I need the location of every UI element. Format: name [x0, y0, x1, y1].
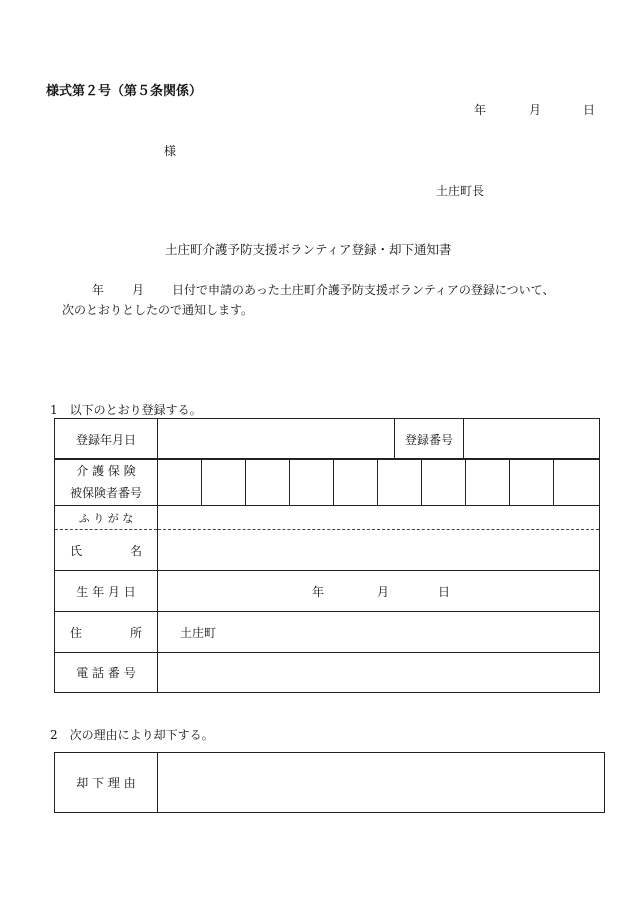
body-month-label: 月	[132, 283, 145, 297]
body-text-line2: 次のとおりとしたので通知します。	[62, 303, 254, 317]
address-label: 住 所	[69, 625, 142, 640]
registration-table	[54, 418, 600, 460]
birth-day-label: 日	[438, 585, 451, 599]
insured-digit-2[interactable]	[202, 459, 246, 506]
insured-digit-5[interactable]	[334, 459, 378, 506]
phone-value[interactable]	[158, 653, 600, 693]
birth-month-label: 月	[377, 585, 390, 599]
name-label-cell	[55, 530, 158, 571]
name-value[interactable]	[158, 530, 600, 571]
insured-digit-3[interactable]	[246, 459, 290, 506]
reg-no-value[interactable]	[464, 419, 600, 460]
name-label: 氏 名	[69, 543, 142, 558]
personal-info-table	[54, 505, 600, 693]
insured-label-line2: 被保険者番号	[69, 486, 142, 500]
rejection-table	[54, 752, 605, 813]
date-year-label: 年	[474, 103, 487, 117]
reg-date-value[interactable]	[158, 419, 395, 460]
phone-label: 電 話 番 号	[76, 666, 136, 680]
section1-heading: 1 以下のとおり登録する。	[50, 403, 202, 417]
birth-year-label: 年	[312, 585, 325, 599]
furigana-label: ふ り が な	[78, 511, 134, 525]
reg-date-label: 登録年月日	[75, 432, 136, 447]
birth-value[interactable]	[158, 571, 600, 612]
insured-digit-1[interactable]	[158, 459, 202, 506]
reg-no-label: 登録番号	[404, 432, 453, 447]
phone-label-cell	[55, 653, 158, 693]
date-month-label: 月	[529, 103, 542, 117]
reg-no-label-cell	[395, 419, 464, 460]
section2-heading: 2 次の理由により却下する。	[50, 728, 214, 742]
furigana-value[interactable]	[158, 506, 600, 530]
form-number: 様式第２号（第５条関係）	[46, 84, 203, 99]
addressee-suffix: 様	[164, 144, 177, 158]
body-year-label: 年	[92, 283, 105, 297]
birth-label-cell	[55, 571, 158, 612]
reason-value[interactable]	[158, 753, 605, 813]
insured-label-line1: 介 護 保 険	[76, 464, 136, 478]
insured-label-cell	[55, 459, 158, 506]
insured-digit-7[interactable]	[422, 459, 466, 506]
address-value[interactable]	[158, 612, 600, 653]
insured-digit-9[interactable]	[510, 459, 554, 506]
body-text-line1: 日付で申請のあった土庄町介護予防支援ボランティアの登録について、	[172, 283, 555, 297]
address-prefix: 土庄町	[180, 625, 217, 640]
issuer-name: 土庄町長	[436, 184, 485, 198]
furigana-label-cell	[55, 506, 158, 530]
insured-digit-10[interactable]	[554, 459, 600, 506]
address-label-cell	[55, 612, 158, 653]
reason-label-cell	[55, 753, 158, 813]
date-day-label: 日	[583, 103, 596, 117]
insured-digit-4[interactable]	[290, 459, 334, 506]
document-title: 土庄町介護予防支援ボランティア登録・却下通知書	[165, 242, 452, 257]
insured-number-table	[54, 458, 600, 506]
reg-date-label-cell	[55, 419, 158, 460]
insured-digit-6[interactable]	[378, 459, 422, 506]
reason-label: 却 下 理 由	[76, 776, 136, 790]
insured-digit-8[interactable]	[466, 459, 510, 506]
birth-label: 生 年 月 日	[76, 584, 136, 599]
